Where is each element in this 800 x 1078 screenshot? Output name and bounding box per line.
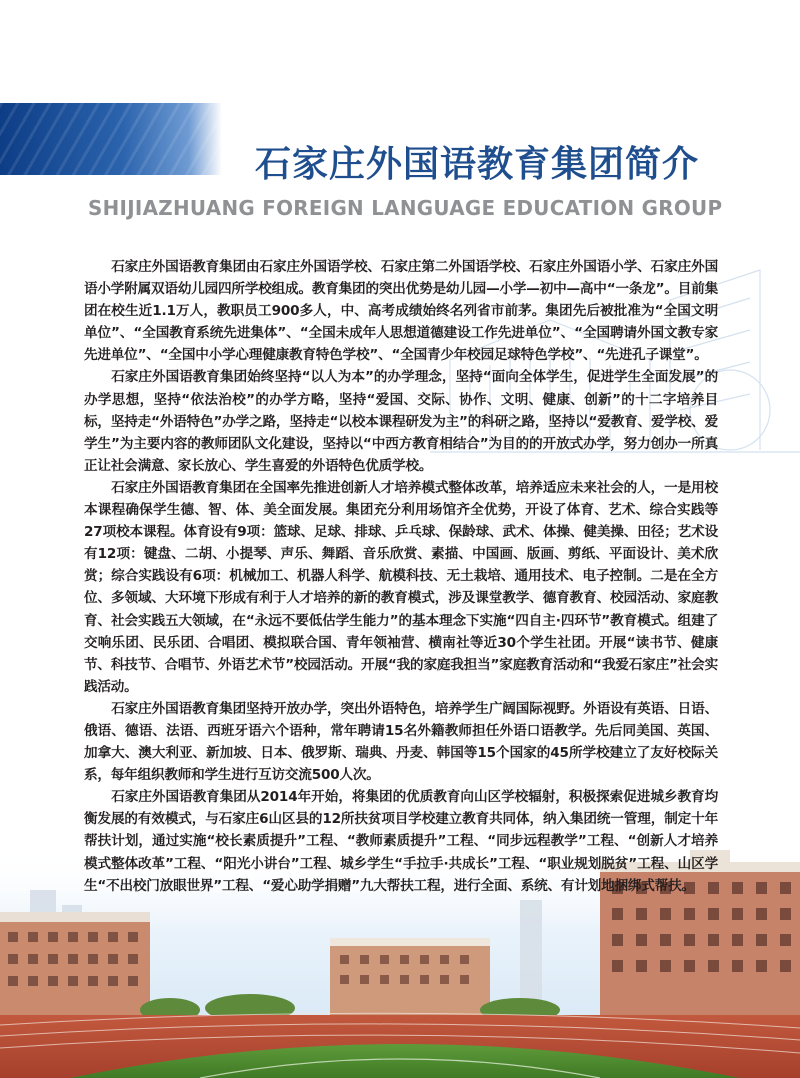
page-title: 石家庄外国语教育集团简介 [255,143,700,185]
page-subtitle-english: SHIJIAZHUANG FOREIGN LANGUAGE EDUCATION GROUP [88,196,723,220]
paragraph: 石家庄外国语教育集团在全国率先推进创新人才培养模式整体改革，培养适应未来社会的人，一是用校本课程确保学生德、智、体、美全面发展。集团充分利用场馆齐全优势，开设了体育、艺术、综合实践等27项校本课程。体育设有9项：篮球、足球、排球、乒乓球、保龄球、武术、体操、健美操、田径；艺术设有12项：键盘、二胡、小提琴、声乐、舞蹈、音乐欣赏、素描、中国画、版画、剪纸、平面设计、美术欣赏；综合实践设有6项：机械加工、机器人科学、航模科技、无土栽培、通用技术、电子控制。二是在全方位、多领域、大环境下形成有利于人才培养的新的教育模式，涉及课堂教学、德育教育、校园活动、家庭教育、社会实践五大领域，在“永远不要低估学生能力”的基本理念下实施“四自主·四环节”教育模式。组建了交响乐团、民乐团、合唱团、模拟联合国、青年领袖营、横南社等近30个学生社团。开展“读书节、健康节、科技节、合唱节、外语艺术节”校园活动。开展“我的家庭我担当”家庭教育活动和“我爱石家庄”社会实践活动。 [84,479,718,695]
paragraph: 石家庄外国语教育集团坚持开放办学，突出外语特色，培养学生广阔国际视野。外语设有英语、日语、俄语、德语、法语、西班牙语六个语种，常年聘请15名外籍教师担任外语口语教学。先后同美国、英国、加拿大、澳大利亚、新加坡、日本、俄罗斯、瑞典、丹麦、韩国等15个国家的45所学校建立了友好校际关系，每年组织教师和学生进行互访交流500人次。 [84,700,718,784]
paragraph: 石家庄外国语教育集团从2014年开始，将集团的优质教育向山区学校辐射，积极探索促进城乡教育均衡发展的有效模式，与石家庄6山区县的12所扶贫项目学校建立教育共同体，纳入集团统一管理，制定十年帮扶计划，通过实施“校长素质提升”工程、“教师素质提升”工程、“同步远程教学”工程、“创新人才培养模式整体改革”工程、“阳光小讲台”工程、城乡学生“手拉手·共成长”工程、“职业规划脱贫”工程、山区学生“不出校门放眼世界”工程、“爱心助学捐赠”九大帮扶工程，进行全面、系统、有计划地捆绑式帮扶。 [84,789,718,894]
paragraph: 石家庄外国语教育集团由石家庄外国语学校、石家庄第二外国语学校、石家庄外国语小学、石家庄外国语小学附属双语幼儿园四所学校组成。教育集团的突出优势是幼儿园—小学—初中—高中“一条龙”。目前集团在校生近1.1万人，教职员工900多人，中、高考成绩始终名列省市前茅。集团先后被批准为“全国文明单位”、“全国教育系统先进集体”、“全国未成年人思想道德建设工作先进单位”、“全国聘请外国文教专家先进单位”、“全国中小学心理健康教育特色学校”、“全国青少年校园足球特色学校”、“先进孔子课堂”。 [84,259,718,364]
paragraph: 石家庄外国语教育集团始终坚持“以人为本”的办学理念，坚持“面向全体学生，促进学生全面发展”的办学思想，坚持“依法治校”的办学方略，坚持“爱国、交际、协作、文明、健康、创新”的十二字培养目标，坚持走“外语特色”办学之路，坚持走“以校本课程研发为主”的科研之路，坚持以“爱教育、爱学校、爱学生”为主要内容的教师团队文化建设，坚持以“中西方教育相结合”为目的的开放式办学，努力创办一所真正让社会满意、家长放心、学生喜爱的外语特色优质学校。 [84,369,718,474]
header-decor-stripes [0,103,222,175]
intro-text [84,256,718,897]
